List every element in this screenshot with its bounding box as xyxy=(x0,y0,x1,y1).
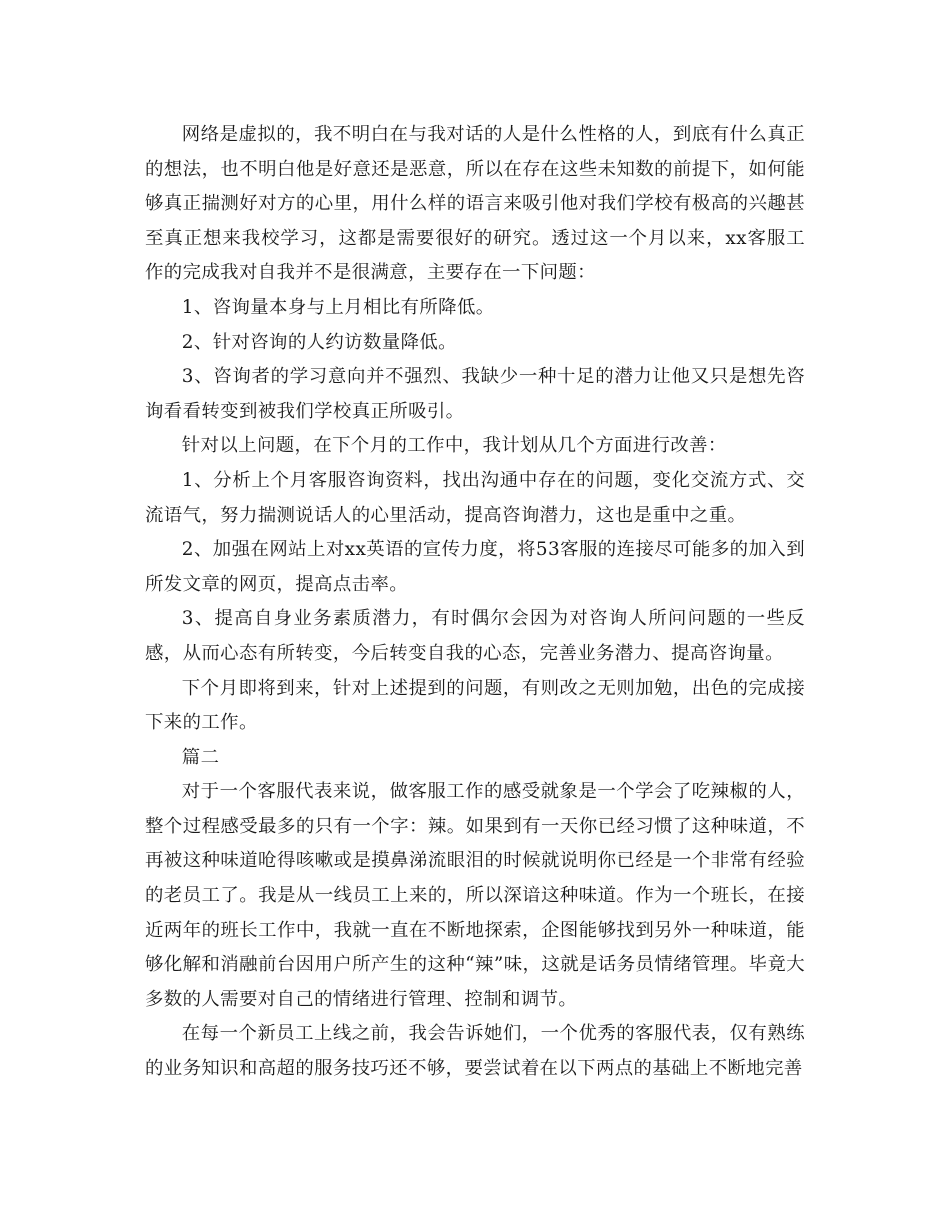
section-heading: 篇二 xyxy=(181,746,220,768)
paragraph-problem-1: 1、咨询量本身与上月相比有所降低。 xyxy=(181,296,495,318)
paragraph-closing: 下个月即将到来，针对上述提到的问题，有则改之无则加勉，出色的完成接下来的工作。 xyxy=(145,677,805,734)
document-body xyxy=(145,118,805,1087)
paragraph-plan-2: 2、加强在网站上对xx英语的宣传力度，将53客服的连接尽可能多的加入到所发文章的网页，提高点击率。 xyxy=(145,539,805,595)
paragraph-plan-3: 3、提高自身业务素质潜力，有时偶尔会因为对咨询人所问问题的一些反感，从而心态有所转变，今后转变自我的心态，完善业务潜力、提高咨询量。 xyxy=(145,608,805,664)
paragraph-section2-1: 对于一个客服代表来说，做客服工作的感受就象是一个学会了吃辣椒的人，整个过程感受最多的只有一个字：辣。如果到有一天你已经习惯了这种味道，不再被这种味道呛得咳嗽或是摸鼻涕流眼泪的时候就说明你已经是一个非常有经验的老员工了。我是从一线员工上来的，所以深谙这种味道。作为一个班长，在接近两年的班长工作中，我就一直在不断地探索，企图能够找到另外一种味道，能够化解和消融前台因用户所产生的这种“辣”味，这就是话务员情绪管理。毕竟大多数的人需要对自己的情绪进行管理、控制和调节。 xyxy=(145,781,805,1010)
paragraph-intro: 网络是虚拟的，我不明白在与我对话的人是什么性格的人，到底有什么真正的想法，也不明白他是好意还是恶意，所以在存在这些未知数的前提下，如何能够真正揣测好对方的心里，用什么样的语言来吸引他对我们学校有极高的兴趣甚至真正想来我校学习，这都是需要很好的研究。透过这一个月以来，xx客服工作的完成我对自我并不是很满意，主要存在一下问题： xyxy=(145,124,805,284)
paragraph-section2-2: 在每一个新员工上线之前，我会告诉她们，一个优秀的客服代表，仅有熟练的业务知识和高超的服务技巧还不够，要尝试着在以下两点的基础上不断地完善 xyxy=(145,1023,805,1080)
paragraph-problem-3: 3、咨询者的学习意向并不强烈、我缺少一种十足的潜力让他又只是想先咨询看看转变到被我们学校真正所吸引。 xyxy=(145,366,805,422)
paragraph-plan-1: 1、分析上个月客服咨询资料，找出沟通中存在的问题，变化交流方式、交流语气，努力揣测说话人的心里活动，提高咨询潜力，这也是重中之重。 xyxy=(145,469,805,526)
paragraph-plan-intro: 针对以上问题，在下个月的工作中，我计划从几个方面进行改善： xyxy=(181,435,727,457)
paragraph-problem-2: 2、针对咨询的人约访数量降低。 xyxy=(181,331,457,353)
